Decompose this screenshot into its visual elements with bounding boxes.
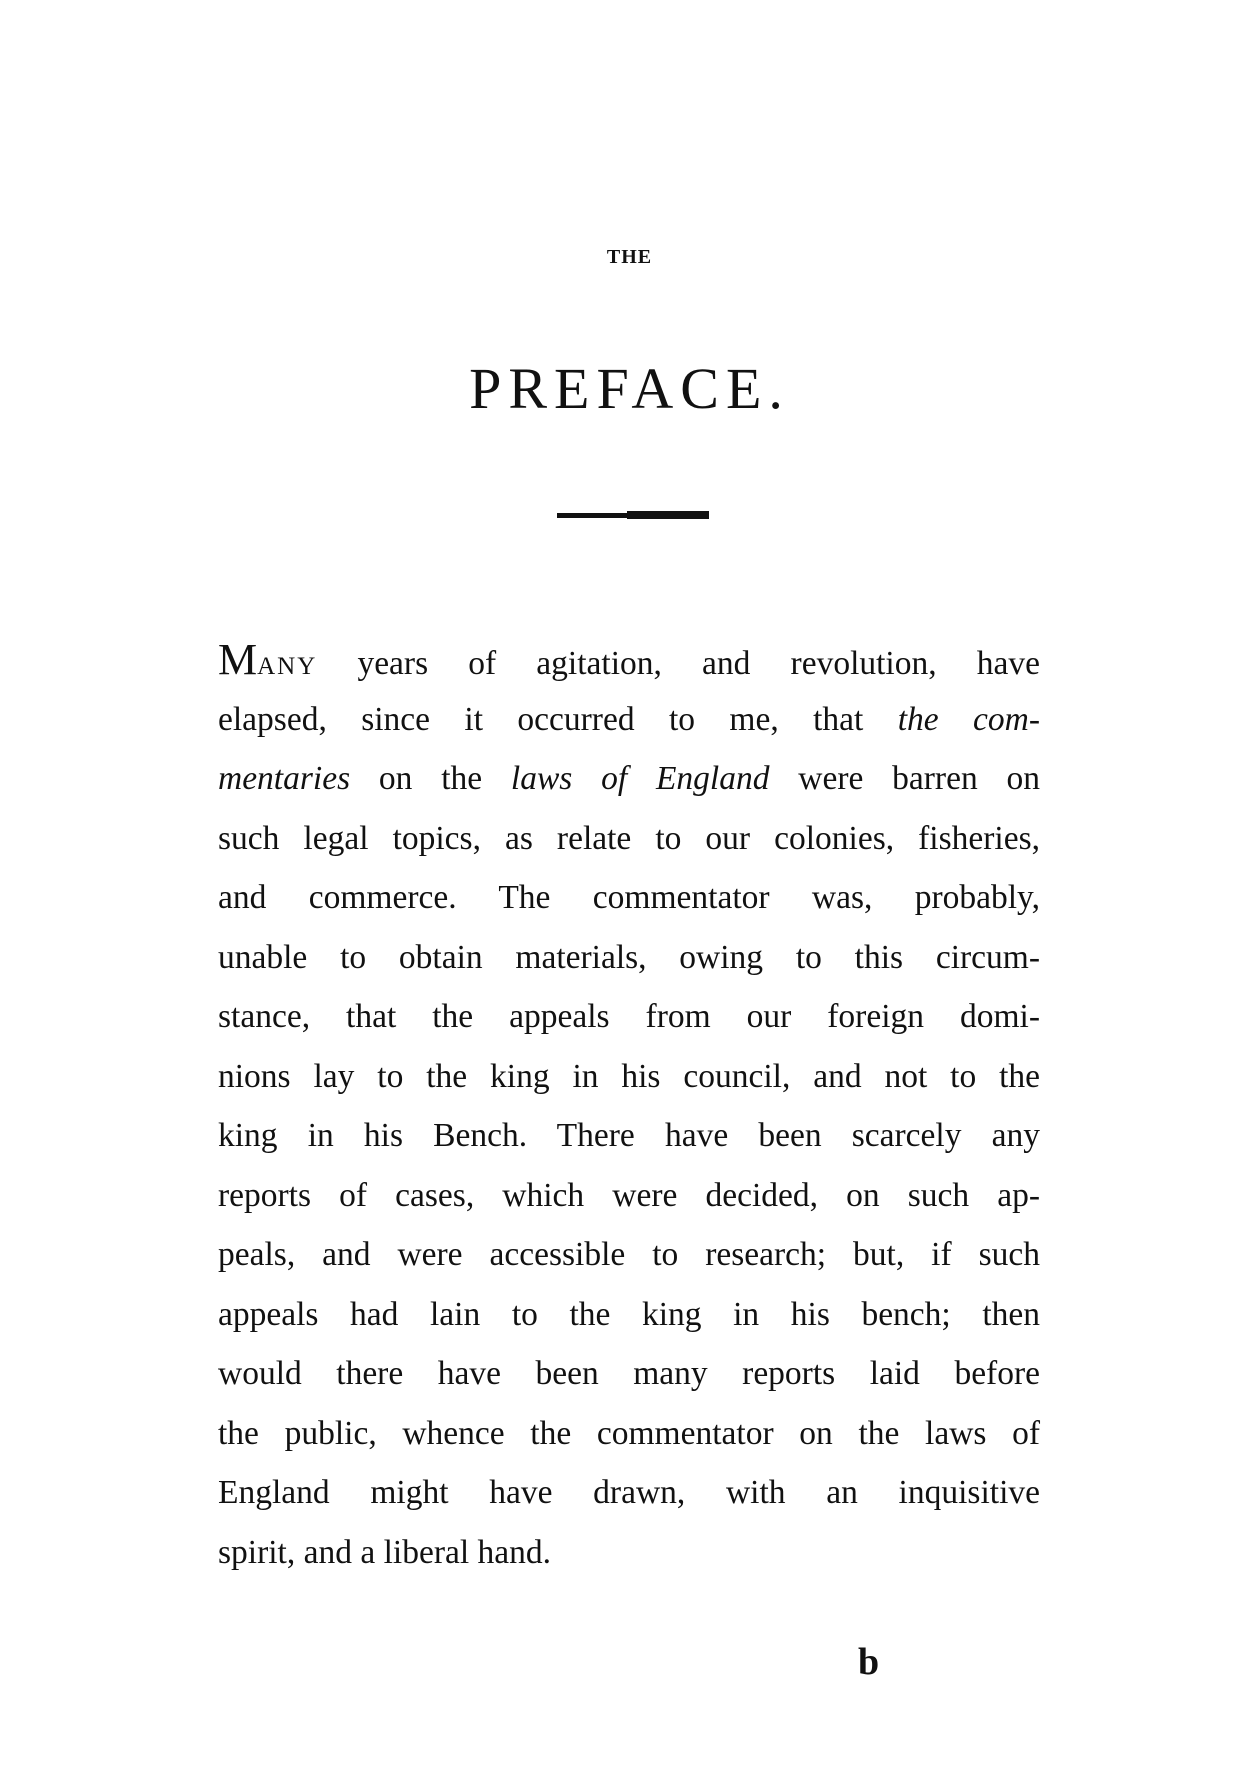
drop-cap: M — [218, 635, 258, 684]
text-segment: elapsed, since it occurred to me, that — [218, 700, 898, 738]
italic-text: the com- — [897, 700, 1040, 738]
text-line-11: peals, and were accessible to research; but, if such — [218, 1236, 1040, 1273]
text-line-8: nions lay to the king in his council, and not to the — [218, 1057, 1040, 1095]
small-caps-word: ANY — [257, 653, 318, 680]
text-line-10: reports of cases, which were decided, on such ap- — [218, 1176, 1040, 1214]
preface-heading-the: THE — [606, 246, 653, 268]
text-line-7: stance, that the appeals from our foreign domi- — [218, 998, 1040, 1035]
text-line-9: king in his Bench. There have been scarcely any — [218, 1117, 1040, 1154]
italic-text: mentaries — [218, 760, 351, 797]
text-segment: were barren on — [769, 760, 1040, 797]
text-line-14: the public, whence the commentator on the laws of — [218, 1414, 1040, 1452]
text-line-3 — [218, 749, 1040, 809]
italic-text: laws of England — [510, 760, 770, 797]
text-line-5: and commerce. The commentator was, probably, — [218, 879, 1040, 916]
text-segment: on the — [350, 760, 511, 797]
text-line-16: spirit, and a liberal hand. — [218, 1533, 552, 1571]
ornamental-rule — [557, 511, 709, 519]
text-line-6: unable to obtain materials, owing to this circum- — [218, 938, 1040, 976]
text-line-15: England might have drawn, with an inquisitive — [218, 1474, 1040, 1511]
ornamental-rule-graphic — [557, 511, 709, 519]
text-segment: years of agitation, and revolution, have — [317, 645, 1040, 682]
text-line-13: would there have been many reports laid before — [218, 1355, 1040, 1392]
text-line-4: such legal topics, as relate to our colonies, fisheries, — [218, 819, 1040, 857]
signature-mark: b — [858, 1641, 880, 1683]
text-line-2 — [218, 690, 1040, 750]
text-line-12: appeals had lain to the king in his bench; then — [218, 1295, 1040, 1333]
preface-paragraph — [218, 630, 1040, 1582]
page-title: PREFACE. — [469, 356, 790, 421]
text-line-1 — [218, 630, 1040, 690]
